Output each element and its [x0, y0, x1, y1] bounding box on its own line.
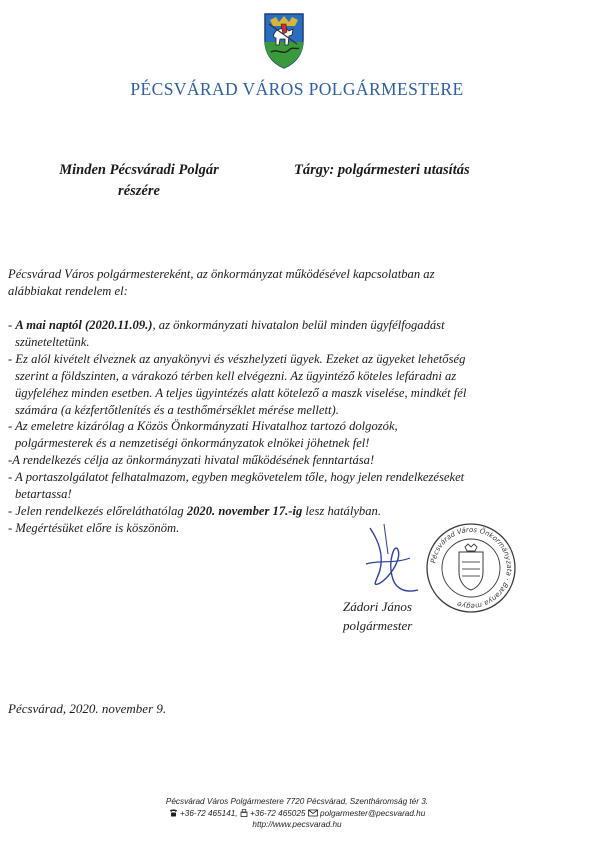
- signer-role: polgármester: [343, 618, 413, 633]
- item-text: , az önkormányzati hivatalon belül minden ügyfélfogadást: [152, 318, 445, 332]
- footer-website-link[interactable]: http://www.pecsvarad.hu: [252, 820, 342, 829]
- list-item: - A portaszolgálatot felhatalmazom, egyben megkövetelem tőle, hogy jelen rendelkezéseket: [8, 470, 465, 485]
- list-item: [8, 503, 568, 520]
- date-line: Pécsvárad, 2020. november 9.: [8, 701, 167, 716]
- envelope-icon: [308, 809, 318, 817]
- item-continuation: számára (a kézfertőtlenítés és a testhőmérséklet mérése mellett).: [15, 402, 339, 417]
- signature-block: [343, 597, 412, 635]
- addressee-line: Minden Pécsváradi Polgár: [59, 162, 219, 178]
- list-item: [8, 317, 568, 334]
- item-continuation: polgármesterek és a nemzetiségi önkormányzatok elnökei jöhetnek fel!: [15, 436, 370, 451]
- intro-paragraph: [8, 266, 548, 300]
- item-continuation: betartassa!: [15, 487, 72, 502]
- phone-icon: [169, 809, 178, 817]
- footer: [0, 796, 594, 831]
- item-continuation: ügyfeléhez minden esetben. A teljes ügyintézés alatt kötelező a maszk viselése, mindkét fél: [15, 385, 467, 400]
- list-item: -A rendelkezés célja az önkormányzati hivatal működésének fenntartása!: [8, 453, 375, 468]
- official-round-stamp-icon: [425, 522, 517, 614]
- item-text: lesz hatályban.: [302, 503, 381, 518]
- intro-line: Pécsvárad Város polgármestereként, az önkormányzat működésével kapcsolatban az: [8, 267, 435, 281]
- signer-name: Zádori János: [343, 599, 412, 614]
- instruction-list: [8, 317, 568, 537]
- list-item: - Az emeletre kizárólag a Közös Önkormányzati Hivatalhoz tartozó dolgozók,: [8, 419, 398, 434]
- svg-text:Pécsvárad Város Önkormányzata: Pécsvárad Város Önkormányzata · Baranya megye: [429, 525, 514, 611]
- intro-line: alábbiakat rendelem el:: [8, 284, 128, 298]
- list-item: - Megértésüket előre is köszönöm.: [8, 520, 180, 535]
- item-date-bold: A mai naptól (2020.11.09.): [15, 318, 153, 332]
- footer-phone: +36-72 465141,: [179, 808, 238, 818]
- footer-address: Pécsvárad Város Polgármestere 7720 Pécsvárad, Szentháromság tér 3.: [165, 797, 429, 806]
- subject-line: Tárgy: polgármesteri utasítás: [294, 162, 470, 178]
- addressee-block: [44, 160, 234, 202]
- list-item: - Ez alól kivételt élveznek az anyakönyvi és vészhelyzeti ügyek. Ezeket az ügyeket lehetőség: [8, 351, 466, 366]
- item-deadline-bold: 2020. november 17.-ig: [186, 503, 303, 518]
- addressee-line: részére: [118, 183, 160, 199]
- handwritten-signature-icon: [358, 520, 428, 600]
- item-continuation: szerint a földszinten, a várakozó térben kell elvégezni. Az ügyintéző köteles lefáradni az: [15, 368, 457, 383]
- town-coat-of-arms-icon: [259, 12, 309, 70]
- item-dash: -: [8, 318, 16, 332]
- page-title: PÉCSVÁRAD VÁROS POLGÁRMESTERE: [130, 79, 464, 99]
- item-text: - Jelen rendelkezés előreláthatólag: [8, 503, 187, 518]
- footer-fax: +36-72 465025: [250, 808, 306, 818]
- fax-icon: [240, 809, 248, 817]
- footer-contacts: [0, 808, 594, 820]
- item-continuation: szüneteltetünk.: [15, 334, 90, 349]
- footer-email[interactable]: polgarmester@pecsvarad.hu: [320, 808, 426, 818]
